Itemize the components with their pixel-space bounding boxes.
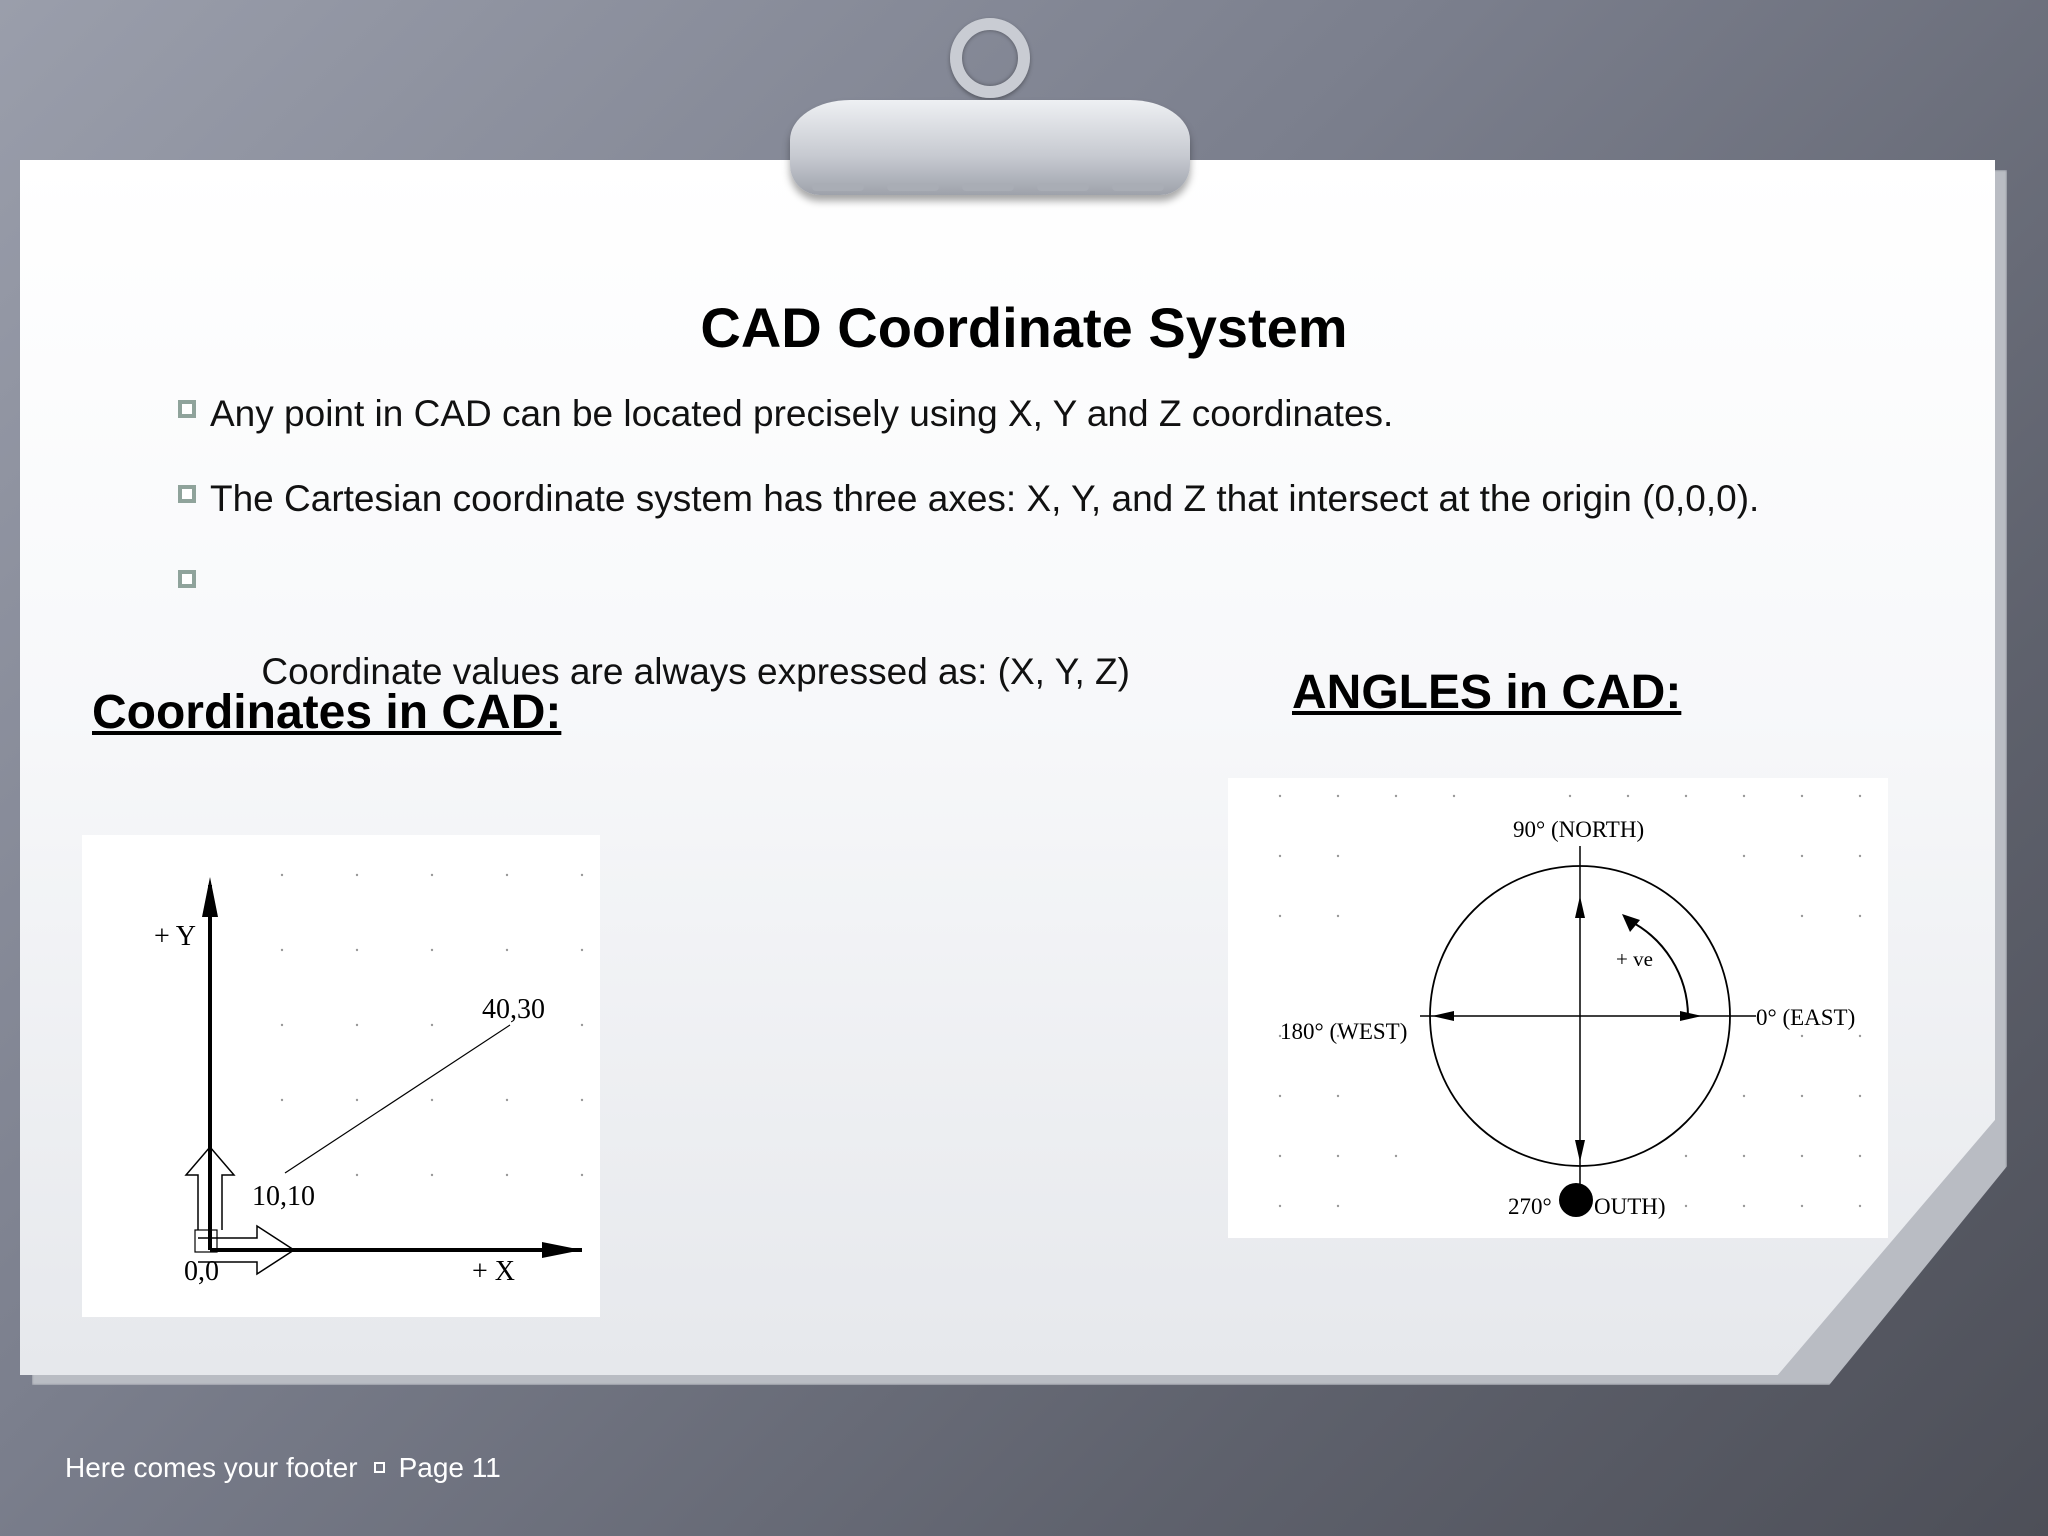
angles-heading: ANGLES in CAD:	[1292, 666, 1682, 719]
south-arrowhead	[1575, 1140, 1585, 1162]
bullet-text: Coordinate values are always expressed as: (X, Y, Z)	[251, 651, 1130, 692]
clip-dash	[1112, 183, 1164, 191]
binder-clip-icon	[790, 100, 1190, 195]
angles-figure	[1228, 778, 1888, 1238]
west-arrowhead	[1432, 1011, 1454, 1021]
slide-title: CAD Coordinate System	[700, 296, 1348, 359]
clip-dash	[1037, 183, 1089, 191]
page-number: Page 11	[398, 1452, 501, 1483]
coordinates-figure	[82, 835, 600, 1317]
point-b-label: 40,30	[482, 994, 545, 1025]
bullet-square-icon	[178, 485, 196, 503]
line-segment	[285, 1025, 510, 1173]
bullet-item	[178, 392, 1759, 436]
clip-dash	[962, 183, 1014, 191]
bullet-text: Any point in CAD can be located precisely using X, Y and Z coordinates.	[210, 393, 1394, 434]
origin-label: 0,0	[184, 1256, 219, 1287]
bullet-square-icon	[178, 570, 196, 588]
rotation-arrow-icon	[1622, 914, 1640, 932]
y-axis-label: + Y	[154, 921, 196, 952]
coordinates-heading: Coordinates in CAD:	[92, 686, 562, 739]
grid-dots	[1279, 795, 1861, 1207]
coordinates-diagram	[82, 835, 600, 1317]
y-axis-arrowhead	[202, 877, 218, 917]
south-label-left: 270°	[1508, 1194, 1552, 1219]
clip-ring-icon	[950, 18, 1030, 98]
x-axis-arrowhead	[542, 1242, 582, 1258]
clip-dash	[887, 183, 939, 191]
north-arrowhead	[1575, 896, 1585, 918]
bullet-item	[178, 477, 1759, 521]
east-label: 0° (EAST)	[1756, 1005, 1856, 1030]
bullet-text: The Cartesian coordinate system has three axes: X, Y, and Z that intersect at the origin (0,0,0).	[210, 478, 1760, 519]
footer-separator-icon	[374, 1462, 385, 1473]
slide-footer	[65, 1452, 501, 1484]
bullet-square-icon	[178, 400, 196, 418]
direction-label: + ve	[1616, 947, 1653, 971]
angles-diagram	[1228, 778, 1888, 1238]
point-a-label: 10,10	[252, 1181, 315, 1212]
footer-text: Here comes your footer	[65, 1452, 358, 1483]
grid-dots	[281, 874, 583, 1176]
x-axis-label: + X	[472, 1256, 516, 1287]
marker-dot	[1559, 1183, 1593, 1217]
clip-dash	[812, 183, 864, 191]
east-arrowhead	[1680, 1011, 1702, 1021]
north-label: 90° (NORTH)	[1513, 817, 1645, 842]
south-label-right: OUTH)	[1594, 1194, 1666, 1219]
west-label: 180° (WEST)	[1280, 1019, 1408, 1044]
